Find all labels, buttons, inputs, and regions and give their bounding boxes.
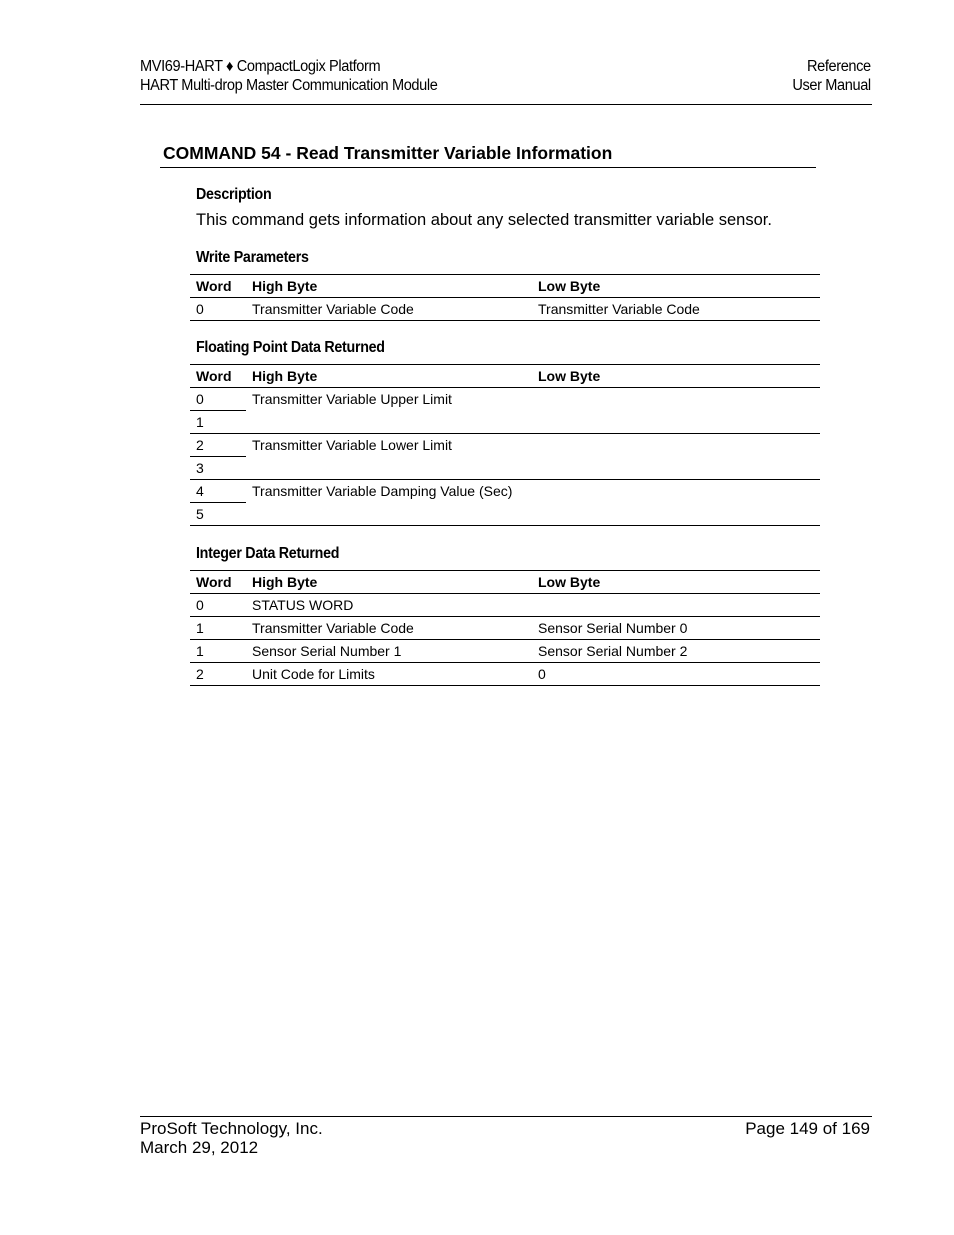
value-cell: Transmitter Variable Upper Limit — [246, 388, 820, 434]
word-cell: 1 — [190, 411, 246, 434]
header-product: MVI69-HART ♦ CompactLogix Platform — [140, 58, 381, 75]
high-byte-cell: Transmitter Variable Code — [246, 298, 532, 321]
title-underline — [160, 167, 816, 168]
value-cell: Transmitter Variable Damping Value (Sec) — [246, 480, 820, 526]
table-row — [190, 298, 820, 321]
high-byte-cell: Sensor Serial Number 1 — [246, 640, 532, 663]
column-header-high-byte: High Byte — [246, 365, 532, 388]
table-header-row — [190, 571, 820, 594]
section-title: COMMAND 54 - Read Transmitter Variable Information — [163, 143, 613, 163]
word-cell: 1 — [190, 617, 246, 640]
column-header-word: Word — [190, 275, 246, 298]
table-header-row — [190, 275, 820, 298]
column-header-low-byte: Low Byte — [532, 571, 820, 594]
word-cell: 2 — [190, 663, 246, 686]
column-header-low-byte: Low Byte — [532, 275, 820, 298]
table-header-row — [190, 365, 820, 388]
header-section: Reference — [806, 58, 871, 75]
low-byte-cell: Sensor Serial Number 2 — [532, 640, 820, 663]
high-byte-cell: Transmitter Variable Code — [246, 617, 532, 640]
table-row — [190, 663, 820, 686]
footer-page-number: Page 149 of 169 — [745, 1119, 870, 1138]
header-divider — [140, 104, 872, 105]
integer-data-heading: Integer Data Returned — [196, 545, 340, 562]
low-byte-cell: Sensor Serial Number 0 — [532, 617, 820, 640]
low-byte-cell: Transmitter Variable Code — [532, 298, 820, 321]
footer-company: ProSoft Technology, Inc. — [140, 1119, 323, 1138]
column-header-word: Word — [190, 571, 246, 594]
description-text: This command gets information about any selected transmitter variable sensor. — [196, 211, 772, 229]
page-footer — [140, 1119, 870, 1157]
column-header-high-byte: High Byte — [246, 275, 532, 298]
word-cell: 2 — [190, 434, 246, 457]
floating-point-heading: Floating Point Data Returned — [196, 339, 385, 356]
page-header — [140, 57, 870, 95]
table-row — [190, 388, 820, 411]
write-parameters-heading: Write Parameters — [196, 249, 309, 266]
high-byte-cell: Unit Code for Limits — [246, 663, 532, 686]
header-doc-type: User Manual — [792, 77, 871, 94]
table-row — [190, 480, 820, 503]
low-byte-cell — [532, 594, 820, 617]
word-cell: 1 — [190, 640, 246, 663]
table-row — [190, 617, 820, 640]
floating-point-table — [190, 364, 820, 526]
word-cell: 5 — [190, 503, 246, 526]
table-row — [190, 434, 820, 457]
value-cell: Transmitter Variable Lower Limit — [246, 434, 820, 480]
word-cell: 3 — [190, 457, 246, 480]
write-parameters-table — [190, 274, 820, 321]
footer-divider — [140, 1116, 872, 1117]
integer-data-table — [190, 570, 820, 686]
header-module: HART Multi-drop Master Communication Module — [140, 77, 438, 94]
word-cell: 0 — [190, 388, 246, 411]
word-cell: 0 — [190, 298, 246, 321]
word-cell: 4 — [190, 480, 246, 503]
column-header-word: Word — [190, 365, 246, 388]
table-row — [190, 594, 820, 617]
column-header-low-byte: Low Byte — [532, 365, 820, 388]
low-byte-cell: 0 — [532, 663, 820, 686]
footer-date: March 29, 2012 — [140, 1138, 259, 1157]
description-heading: Description — [196, 186, 272, 203]
high-byte-cell: STATUS WORD — [246, 594, 532, 617]
word-cell: 0 — [190, 594, 246, 617]
column-header-high-byte: High Byte — [246, 571, 532, 594]
table-row — [190, 640, 820, 663]
